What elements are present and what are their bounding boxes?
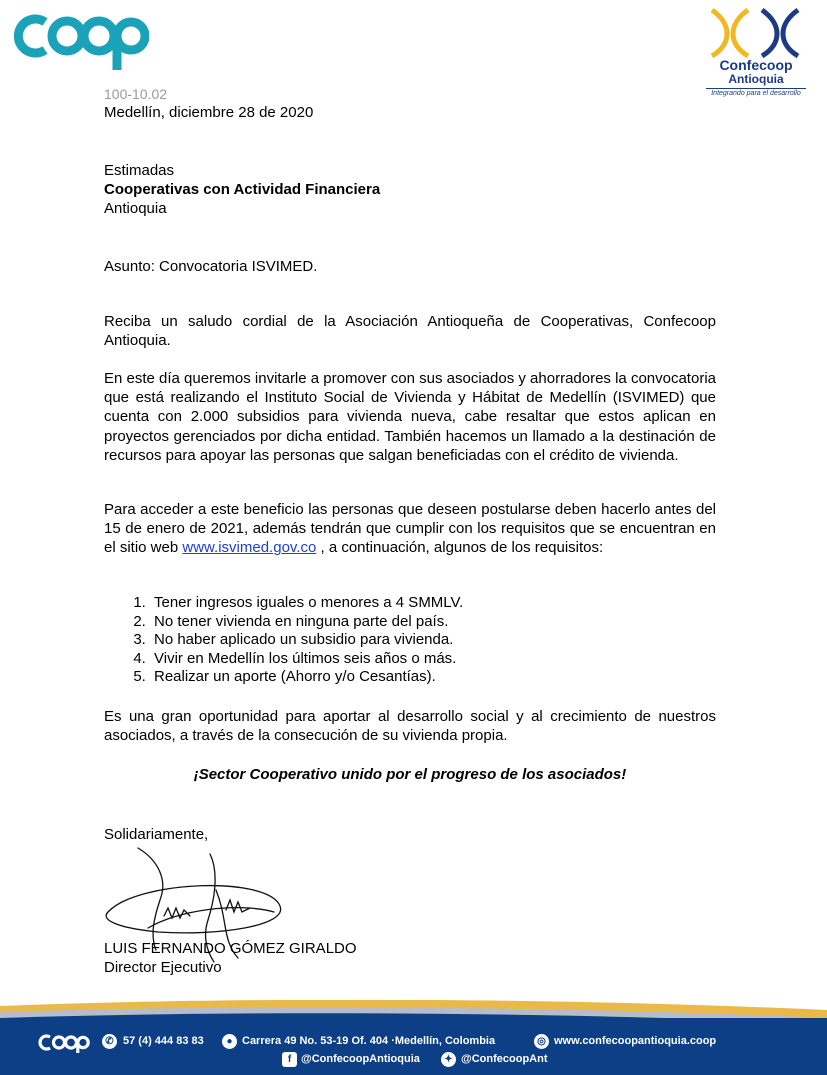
footer-address: Carrera 49 No. 53-19 Of. 404 ·Medellín, Colombia	[242, 1035, 496, 1047]
footer-facebook[interactable]: @ConfecoopAntioquia	[301, 1053, 420, 1065]
paragraph-requirements-text: Para acceder a este beneficio las personas que deseen postularse deben hacerlo antes del 15 de enero de 2021, además tendrán que cumplir con los requisitos que se encuentran en el sitio web	[104, 501, 716, 557]
list-item: 1. Tener ingresos iguales o menores a 4 SMMLV.	[150, 594, 710, 613]
signer-name: LUIS FERNANDO GÓMEZ GIRALDO	[104, 940, 357, 957]
list-item: 4. Vivir en Medellín los últimos seis años o más.	[150, 650, 710, 669]
paragraph-invitation: En este día queremos invitarle a promover con sus asociados y ahorradores la convocatoria que está realizando el Instituto Social de Vivienda y Hábitat de Medellín (ISVIMED) que cuenta con 2.000 subsidios para vivienda nueva, cabe resaltar que estos aplican en proyectos gerenciados por dicha entidad. También hacemos un llamado a la destinación de recursos para apoyar las personas que salgan beneficiadas con el crédito de vivienda.	[104, 370, 716, 464]
letter-date: Medellín, diciembre 28 de 2020	[104, 104, 314, 121]
confecoop-tagline: Integrando para el desarrollo	[706, 88, 806, 97]
footer-website[interactable]: www.confecoopantioquia.coop	[554, 1035, 717, 1047]
footer-phone: 57 (4) 444 83 83	[123, 1035, 204, 1047]
coop-logo	[14, 10, 149, 72]
phone-icon: ✆	[102, 1034, 117, 1049]
slogan: ¡Sector Cooperativo unido por el progreso de los asociados!	[193, 766, 627, 783]
letter-reference: 100-10.02	[104, 86, 168, 102]
isvimed-website-link[interactable]: www.isvimed.gov.co	[182, 539, 317, 557]
globe-icon: ◎	[534, 1034, 549, 1049]
facebook-icon: f	[282, 1052, 297, 1067]
paragraph-requirements-tail: , a continuación, algunos de los requisitos:	[316, 539, 604, 557]
confecoop-logo-mark	[700, 4, 810, 60]
location-pin-icon: ●	[222, 1034, 237, 1049]
requirements-list	[104, 594, 710, 687]
list-item: 2. No tener vivienda en ninguna parte del país.	[150, 613, 710, 632]
confecoop-name: Confecoop Antioquia	[719, 57, 793, 86]
closing: Solidariamente,	[104, 826, 209, 843]
footer-coop-logo	[38, 1032, 94, 1054]
paragraph-opportunity: Es una gran oportunidad para aportar al desarrollo social y al crecimiento de nuestros asociados, a través de la consecución de su vivienda propia.	[104, 708, 716, 745]
twitter-icon: ✦	[441, 1052, 456, 1067]
paragraph-requirements-intro	[104, 500, 716, 558]
footer-twitter[interactable]: @ConfecoopAnt	[461, 1053, 548, 1065]
paragraph-greeting: Reciba un saludo cordial de la Asociación Antioqueña de Cooperativas, Confecoop Antioquia.	[104, 313, 716, 350]
list-item: 3. No haber aplicado un subsidio para vivienda.	[150, 631, 710, 650]
signer-title: Director Ejecutivo	[104, 959, 222, 976]
list-item: 5. Realizar un aporte (Ahorro y/o Cesantías).	[150, 668, 710, 687]
salutation: Estimadas	[104, 162, 175, 179]
recipient: Cooperativas con Actividad Financiera	[104, 181, 381, 198]
subject-line: Asunto: Convocatoria ISVIMED.	[104, 258, 318, 275]
recipient-location: Antioquia	[104, 200, 167, 217]
